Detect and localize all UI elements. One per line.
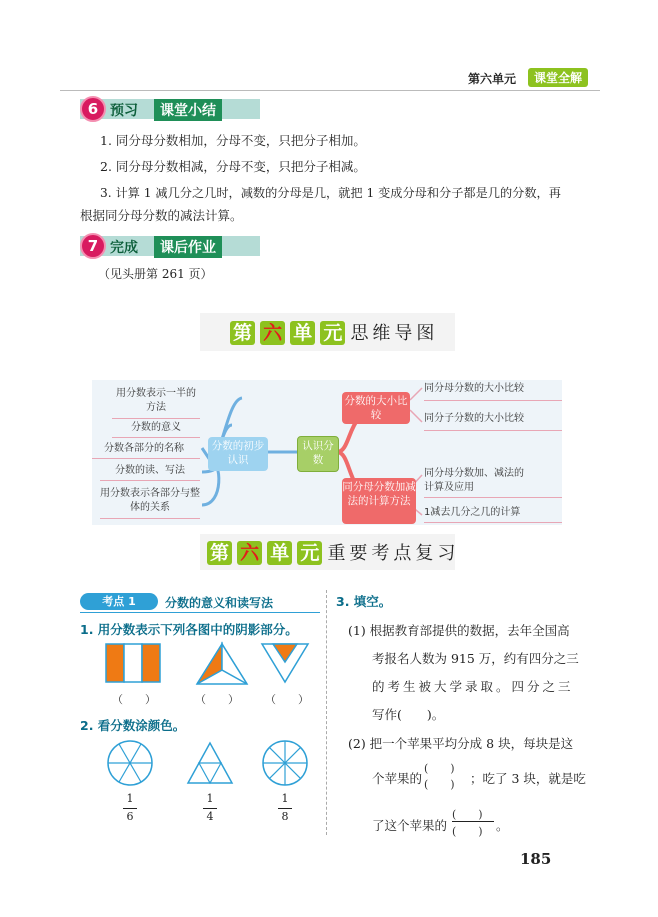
- mindmap-right-item-2: 同分子分数的大小比较: [424, 413, 524, 424]
- fraction-2-denominator: 4: [206, 810, 214, 823]
- q3-1-line-1: (1) 根据教育部提供的数据，去年全国高: [348, 623, 570, 638]
- fraction-3-numerator: 1: [281, 792, 289, 805]
- kaodian-underline: [80, 612, 320, 613]
- summary-line-1: 1. 同分母分数相加，分母不变，只把分子相加。: [100, 133, 366, 148]
- question-2: 2. 看分数涂颜色。: [80, 718, 186, 733]
- summary-line-3b: 根据同分母分数的减法计算。: [80, 208, 243, 223]
- q3-2-line-2b: ；吃了 3 块，就是吃: [470, 771, 586, 786]
- section-7-title: 课后作业: [154, 236, 222, 258]
- q2-figures: [100, 738, 320, 788]
- q3-2-line-1: (2) 把一个苹果平均分成 8 块，每块是这: [348, 736, 574, 751]
- mindmap-underline: [424, 430, 562, 431]
- mindmap-left-item-2: 分数的意义: [131, 422, 181, 433]
- mindmap-underline: [112, 437, 200, 438]
- question-3: 3. 填空。: [336, 594, 392, 609]
- mindmap-underline: [424, 400, 562, 401]
- mindmap-left-item-3: 分数各部分的名称: [104, 443, 184, 454]
- q1-figures: [100, 640, 320, 690]
- fraction-bar: [123, 808, 137, 809]
- q1-blank-2[interactable]: （ ）: [195, 693, 239, 706]
- header-divider: [60, 90, 600, 91]
- section-6-badge: 6: [80, 96, 106, 122]
- fraction-bar: [203, 808, 217, 809]
- mindmap-right-top-node: 分数的大小比较: [342, 392, 410, 424]
- q3-2-blank-1-bottom[interactable]: ( ): [424, 778, 455, 791]
- header-unit: 第六单元: [468, 72, 517, 86]
- mindmap-left-node: 分数的初步认识: [208, 437, 268, 471]
- section-7-label: 完成: [110, 240, 138, 256]
- kaodian-badge: 考点 1: [80, 593, 158, 610]
- mindmap-underline: [100, 480, 200, 481]
- summary-line-3a: 3. 计算 1 减几分之几时，减数的分母是几，就把 1 变成分母和分子都是几的分数，再: [100, 186, 561, 200]
- header-section: 课堂全解: [528, 68, 588, 87]
- column-divider: [326, 590, 327, 835]
- see-book-note: （见头册第 261 页）: [98, 267, 213, 281]
- page-number: 185: [520, 850, 552, 868]
- mindmap-underline: [112, 418, 200, 419]
- q1-blank-3[interactable]: （ ）: [265, 693, 309, 706]
- fraction-1-denominator: 6: [126, 810, 134, 823]
- q3-2-blank-1-top[interactable]: ( ): [424, 762, 455, 775]
- mindmap-underline: [424, 497, 562, 498]
- q3-2-line-3: 了这个苹果的: [372, 818, 448, 833]
- mindmap-left-item-1: 用分数表示一半的方法: [116, 388, 196, 413]
- q3-2-line-2a: 个苹果的: [372, 771, 423, 786]
- mindmap-left-item-4: 分数的读、写法: [115, 465, 185, 476]
- section-7-badge: 7: [80, 233, 106, 259]
- q3-1-line-3: 的考生被大学录取。四分之三: [372, 679, 574, 694]
- mindmap-right-item-3: 同分母分数加、减法的计算及应用: [424, 468, 524, 493]
- q3-2-blank-2-bottom[interactable]: ( ): [452, 825, 483, 838]
- section-6-title: 课堂小结: [154, 99, 222, 121]
- fraction-bar: [278, 808, 292, 809]
- mindmap-left-item-5: 用分数表示各部分与整体的关系: [100, 488, 200, 513]
- mindmap-underline: [92, 458, 200, 459]
- mindmap-underline: [424, 522, 562, 523]
- mindmap-title: 第 六 单 元 思维导图: [230, 318, 438, 345]
- fraction-3-denominator: 8: [281, 810, 289, 823]
- summary-line-2: 2. 同分母分数相减，分母不变，只把分子相减。: [100, 159, 366, 174]
- mindmap-right-bottom-node: 同分母分数加减法的计算方法: [342, 478, 416, 524]
- q1-blank-1[interactable]: （ ）: [112, 693, 156, 706]
- fraction-1-numerator: 1: [126, 792, 134, 805]
- review-title: 第 六 单 元 重要考点复习: [207, 538, 459, 565]
- q3-2-line-3-end: 。: [496, 818, 509, 833]
- q3-1-line-2: 考报名人数为 915 万，约有四分之三: [372, 651, 579, 666]
- mindmap-right-item-4: 1减去几分之几的计算: [424, 507, 521, 518]
- q3-2-blank-2-top[interactable]: ( ): [452, 808, 483, 821]
- kaodian-title: 分数的意义和读写法: [165, 596, 274, 610]
- mindmap-right-item-1: 同分母分数的大小比较: [424, 383, 524, 394]
- question-1: 1. 用分数表示下列各图中的阴影部分。: [80, 622, 298, 637]
- mindmap-center-node: 认识分数: [297, 436, 339, 472]
- mindmap-underline: [100, 518, 200, 519]
- fraction-2-numerator: 1: [206, 792, 214, 805]
- q3-1-line-4[interactable]: 写作( )。: [372, 707, 445, 722]
- fraction-bar: [452, 821, 494, 822]
- section-6-label: 预习: [110, 103, 138, 119]
